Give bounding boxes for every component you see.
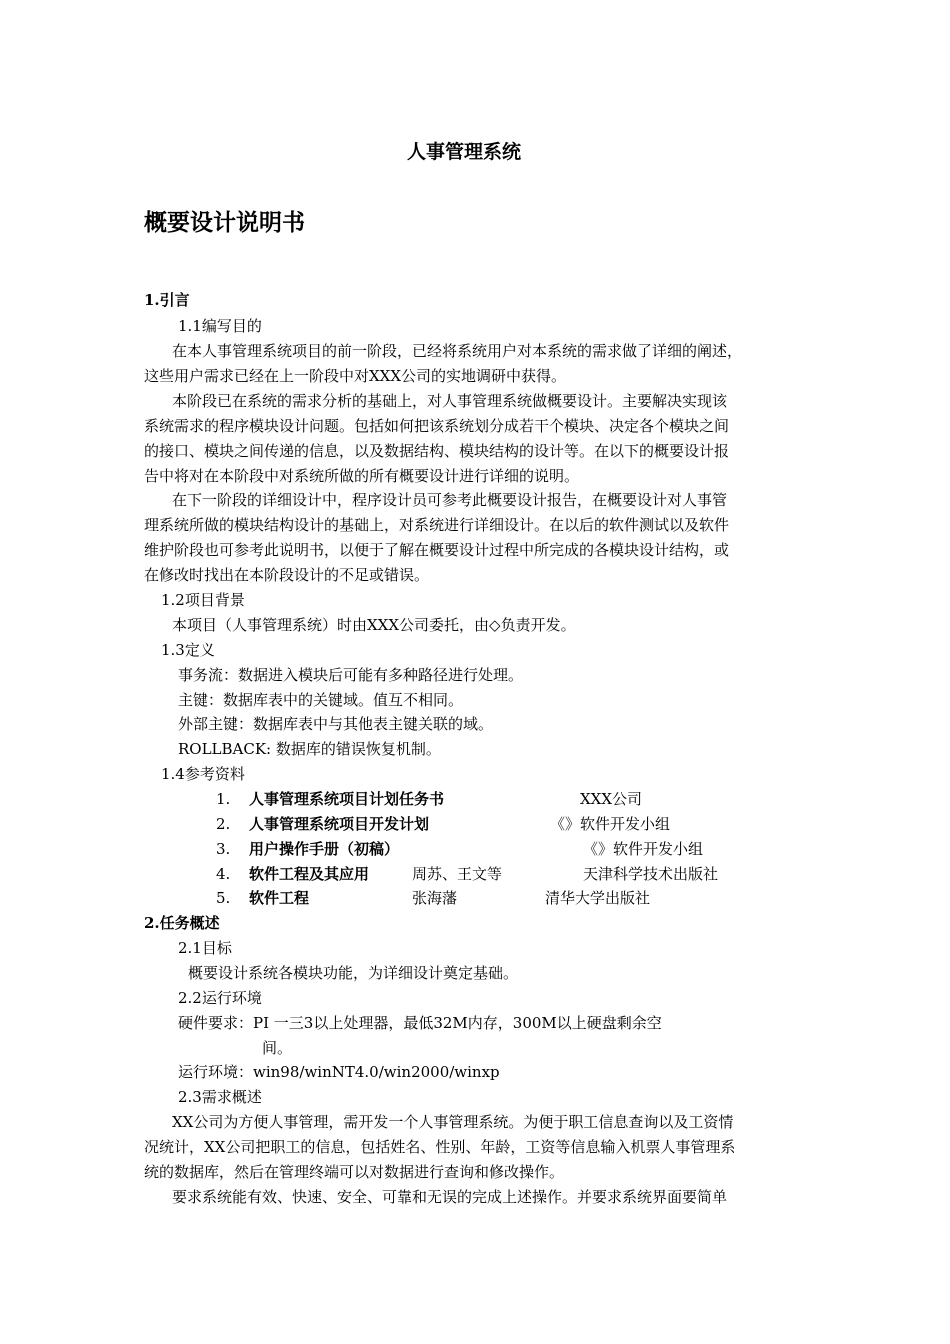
section-1-heading: 1.引言	[144, 291, 190, 309]
paragraph-line: 在下一阶段的详细设计中，程序设计员可参考此概要设计报告，在概要设计对人事管	[172, 491, 728, 509]
paragraph-line: XX公司为方便人事管理，需开发一个人事管理系统。为便于职工信息查询以及工资情	[172, 1113, 734, 1131]
reference-publisher: 《》软件开发小组	[550, 815, 671, 833]
reference-title: 软件工程	[249, 889, 310, 907]
section-2-1-heading: 2.1目标	[178, 939, 232, 957]
reference-title: 人事管理系统项目开发计划	[249, 815, 430, 833]
reference-title: 软件工程及其应用	[249, 865, 370, 883]
section-2-heading: 2.任务概述	[144, 914, 220, 932]
hardware-requirement: 硬件要求：PI 一三3以上处理器，最低32M内存，300M以上硬盘剩余空	[178, 1014, 662, 1032]
reference-number: 3.	[216, 840, 231, 858]
paragraph-line: 概要设计系统各模块功能，为详细设计奠定基础。	[188, 964, 519, 982]
reference-publisher: 清华大学出版社	[545, 889, 651, 907]
paragraph-line: 本项目（人事管理系统）时由XXX公司委托，由◇负责开发。	[172, 616, 576, 634]
paragraph-line: 维护阶段也可参考此说明书，以便于了解在概要设计过程中所完成的各模块设计结构，或	[144, 541, 730, 559]
reference-author: 张海藩	[412, 889, 458, 907]
paragraph-line: 系统需求的程序模块设计问题。包括如何把该系统划分成若干个模块、决定各个模块之间	[144, 417, 730, 435]
reference-number: 2.	[216, 815, 231, 833]
hardware-requirement-cont: 间。	[262, 1039, 293, 1057]
definition-item: 外部主键：数据库表中与其他表主键关联的域。	[178, 715, 494, 733]
section-1-2-heading: 1.2项目背景	[161, 591, 245, 609]
reference-number: 5.	[216, 889, 231, 907]
section-2-2-heading: 2.2运行环境	[178, 989, 262, 1007]
paragraph-line: 这些用户需求已经在上一阶段中对XXX公司的实地调研中获得。	[144, 367, 567, 385]
paragraph-line: 告中将对在本阶段中对系统所做的所有概要设计进行详细的说明。	[144, 467, 580, 485]
paragraph-line: 在本人事管理系统项目的前一阶段，已经将系统用户对本系统的需求做了详细的阐述，	[172, 342, 743, 360]
section-1-3-heading: 1.3定义	[161, 641, 215, 659]
paragraph-line: 本阶段已在系统的需求分析的基础上，对人事管理系统做概要设计。主要解决实现该	[172, 392, 728, 410]
reference-title: 人事管理系统项目计划任务书	[249, 790, 445, 808]
paragraph-line: 况统计，XX公司把职工的信息，包括姓名、性别、年龄，工资等信息输入机票人事管理系	[144, 1138, 736, 1156]
reference-number: 1.	[216, 790, 231, 808]
reference-publisher: 天津科学技术出版社	[583, 865, 719, 883]
section-1-1-heading: 1.1编写目的	[178, 317, 262, 335]
definition-item: ROLLBACK: 数据库的错误恢复机制。	[178, 740, 441, 758]
document-subtitle: 概要设计说明书	[144, 210, 305, 236]
document-title: 人事管理系统	[407, 141, 522, 163]
runtime-environment: 运行环境：win98/winNT4.0/win2000/winxp	[178, 1063, 500, 1081]
section-1-4-heading: 1.4参考资料	[161, 765, 245, 783]
definition-item: 事务流：数据进入模块后可能有多种路径进行处理。	[178, 666, 524, 684]
reference-publisher: 《》软件开发小组	[583, 840, 704, 858]
definition-item: 主键：数据库表中的关键域。值互不相同。	[178, 691, 464, 709]
paragraph-line: 要求系统能有效、快速、安全、可靠和无误的完成上述操作。并要求系统界面要简单	[172, 1188, 728, 1206]
reference-title: 用户操作手册（初稿）	[249, 840, 400, 858]
reference-number: 4.	[216, 865, 231, 883]
paragraph-line: 在修改时找出在本阶段设计的不足或错误。	[144, 566, 430, 584]
paragraph-line: 理系统所做的模块结构设计的基础上，对系统进行详细设计。在以后的软件测试以及软件	[144, 516, 730, 534]
reference-author: 周苏、王文等	[412, 865, 503, 883]
paragraph-line: 统的数据库，然后在管理终端可以对数据进行查询和修改操作。	[144, 1163, 565, 1181]
paragraph-line: 的接口、模块之间传递的信息，以及数据结构、模块结构的设计等。在以下的概要设计报	[144, 442, 730, 460]
section-2-3-heading: 2.3需求概述	[178, 1088, 262, 1106]
reference-publisher: XXX公司	[580, 790, 643, 808]
